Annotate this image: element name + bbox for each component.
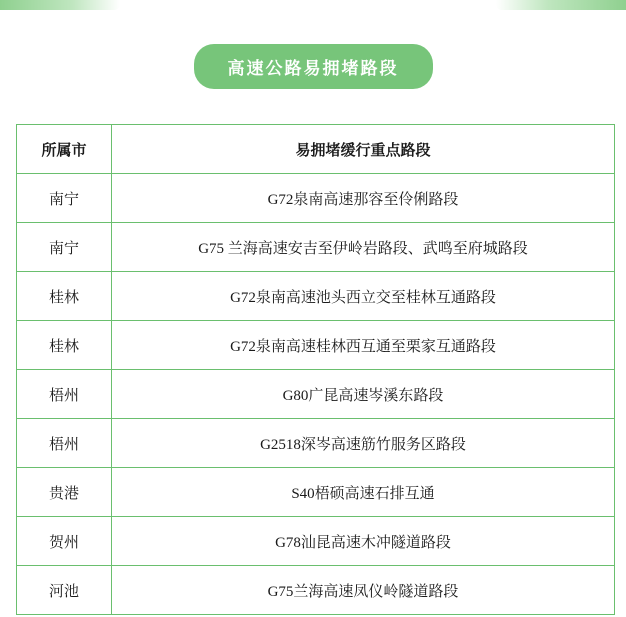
table-header-row [17,125,615,174]
column-header-section: 易拥堵缓行重点路段 [112,125,615,174]
congestion-table [16,124,615,615]
cell-city: 梧州 [17,370,112,419]
page-title: 高速公路易拥堵路段 [194,44,433,89]
cell-section: G72泉南高速那容至伶俐路段 [112,174,615,223]
cell-section: G75兰海高速凤仪岭隧道路段 [112,566,615,615]
cell-section: G78汕昆高速木冲隧道路段 [112,517,615,566]
cell-city: 南宁 [17,223,112,272]
cell-section: G75 兰海高速安吉至伊岭岩路段、武鸣至府城路段 [112,223,615,272]
cell-section: G72泉南高速桂林西互通至栗家互通路段 [112,321,615,370]
cell-section: S40梧硕高速石排互通 [112,468,615,517]
table-row [17,517,615,566]
table-row [17,419,615,468]
table-row [17,174,615,223]
table-row [17,321,615,370]
cell-section: G72泉南高速池头西立交至桂林互通路段 [112,272,615,321]
decorative-accent-top-right [496,0,626,10]
column-header-city: 所属市 [17,125,112,174]
decorative-accent-top-left [0,0,120,10]
road-table-container [16,124,610,615]
table-body [17,125,615,615]
cell-city: 桂林 [17,321,112,370]
cell-city: 河池 [17,566,112,615]
table-row [17,370,615,419]
cell-city: 贺州 [17,517,112,566]
cell-section: G2518深岑高速筋竹服务区路段 [112,419,615,468]
cell-city: 南宁 [17,174,112,223]
cell-city: 桂林 [17,272,112,321]
cell-city: 梧州 [17,419,112,468]
table-row [17,566,615,615]
table-row [17,272,615,321]
title-container [0,44,626,89]
table-row [17,223,615,272]
cell-section: G80广昆高速岑溪东路段 [112,370,615,419]
cell-city: 贵港 [17,468,112,517]
table-row [17,468,615,517]
